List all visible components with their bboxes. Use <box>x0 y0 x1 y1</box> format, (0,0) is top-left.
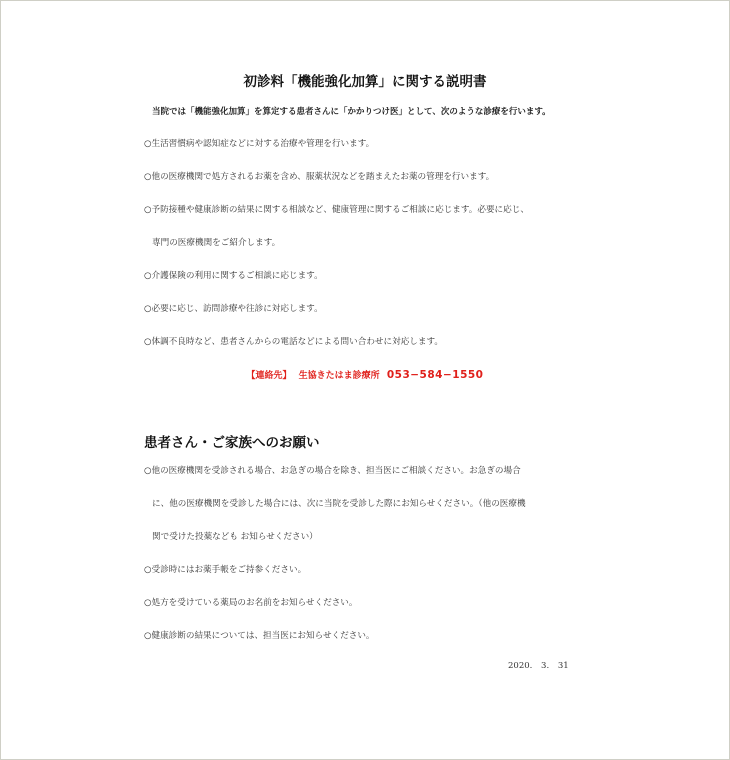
list-item-continued: 関で受けた投薬なども お知らせください） <box>152 532 318 542</box>
list-item: ○体調不良時など、患者さんからの電話などによる問い合わせに対応します。 <box>144 337 443 347</box>
list-item: ○処方を受けている薬局のお名前をお知らせください。 <box>144 598 358 608</box>
section-heading: 患者さん・ご家族へのお願い <box>144 435 320 451</box>
document-title: 初診料「機能強化加算」に関する説明書 <box>243 74 487 90</box>
list-item: ○必要に応じ、訪問診療や往診に対応します。 <box>144 304 323 314</box>
list-item: ○他の医療機関で処方されるお薬を含め、服薬状況などを踏まえたお薬の管理を行います。 <box>144 172 495 182</box>
list-item: ○受診時にはお薬手帳をご持参ください。 <box>144 565 307 575</box>
document-date: 2020. 3. 31 <box>508 661 569 671</box>
list-item: ○生活習慣病や認知症などに対する治療や管理を行います。 <box>144 139 375 149</box>
contact-label: 【連絡先】 <box>246 371 292 381</box>
list-item: ○健康診断の結果については、担当医にお知らせください。 <box>144 631 375 641</box>
list-item-continued: 専門の医療機関をご紹介します。 <box>152 238 281 248</box>
list-item-continued: に、他の医療機関を受診した場合には、次に当院を受診した際にお知らせください。（他の医療機 <box>152 499 526 509</box>
contact-clinic: 生協きたはま診療所 <box>298 371 380 381</box>
list-item: ○介護保険の利用に関するご相談に応じます。 <box>144 271 323 281</box>
contact-line <box>0 368 730 381</box>
list-item: ○他の医療機関を受診される場合、お急ぎの場合を除き、担当医にご相談ください。お急ぎの場合 <box>144 466 521 476</box>
intro-text: 当院では「機能強化加算」を算定する患者さんに「かかりつけ医」として、次のような診療を行います。 <box>152 107 551 117</box>
list-item: ○予防接種や健康診断の結果に関する相談など、健康管理に関するご相談に応じます。必要に応じ、 <box>144 205 529 215</box>
contact-phone: 053−584−1550 <box>386 369 484 381</box>
